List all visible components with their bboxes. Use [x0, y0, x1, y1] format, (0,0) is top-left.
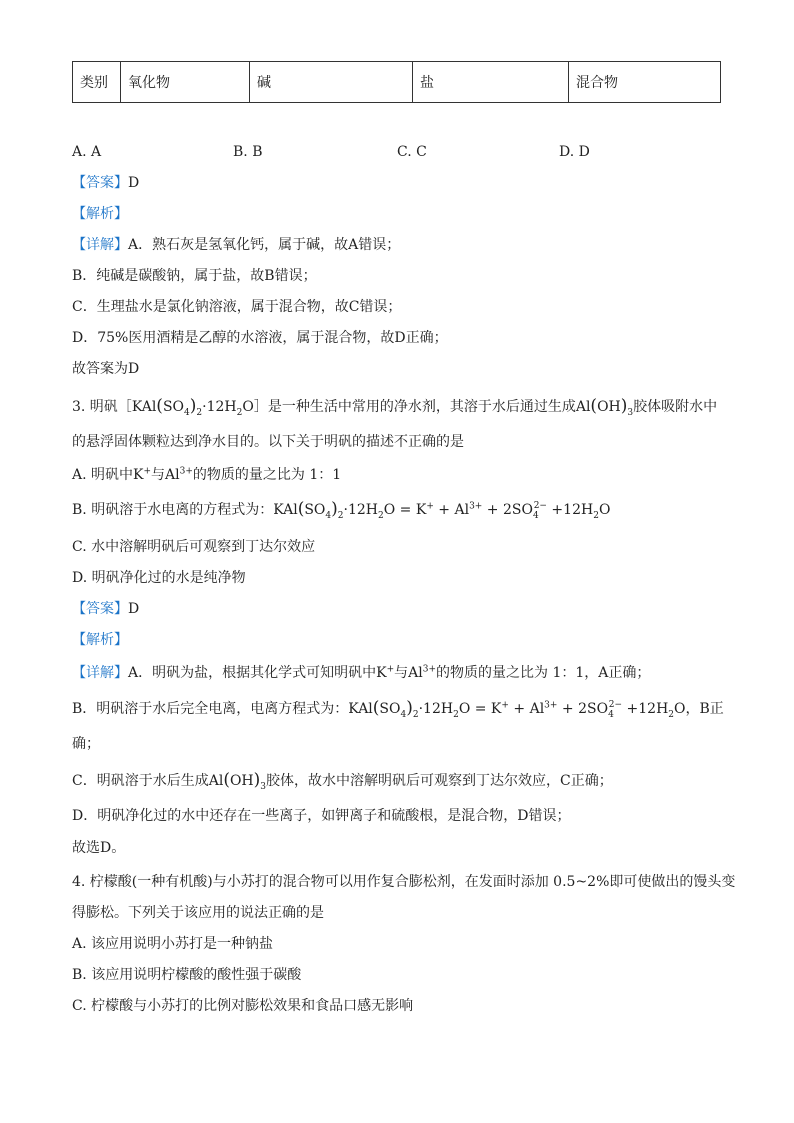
q3-option-b [72, 500, 610, 519]
q4-option-b: B. 该应用说明柠檬酸的酸性强于碳酸 [72, 967, 302, 983]
detail-text: B．明矾溶于水后完全电离，电离方程式为： [72, 701, 349, 717]
option-text: 的物质的量之比为 1：1 [192, 467, 342, 483]
q2-detail-line: C．生理盐水是氯化钠溶液，属于混合物，故C错误； [72, 299, 402, 315]
ionization-equation: $KAl(SO_4)_2\cdot 12H_2O = K^+ + Al^{3+} + 2SO_4^{2-} +12H_2O$ [348, 698, 686, 720]
detail-text: 与 [394, 665, 409, 681]
q3-answer [72, 600, 139, 618]
q2-answer [72, 174, 139, 192]
q3-detail-d: D．明矾净化过的水中还存在一些离子，如钾离子和硫酸根，是混合物，D错误； [72, 808, 571, 824]
answer-tag: 【答案】 [72, 175, 128, 191]
q3-stem-line1 [72, 397, 717, 416]
table-cell: 碱 [250, 62, 413, 103]
q2-option-c: C. C [397, 144, 427, 160]
k-ion: K+ [376, 664, 395, 681]
stem-text: 3. 明矾［ [72, 399, 132, 415]
q3-detail-b [72, 699, 724, 718]
detail-text: ，B正 [685, 701, 724, 717]
option-text: B. 明矾溶于水电离的方程式为： [72, 502, 274, 518]
q3-conclusion: 故选D。 [72, 840, 126, 856]
aloh3-formula: $Al(OH)_3$ [208, 770, 267, 792]
al-ion: $Al^{3+}$ [408, 664, 436, 681]
alum-formula: $KAl(SO_4)_2\cdot 12H_2O$ [131, 396, 254, 418]
answer-value: D [128, 601, 140, 617]
detail-tag: 【详解】 [72, 237, 128, 253]
q2-detail-line: 故答案为D [72, 361, 140, 377]
table-cell: 氧化物 [121, 62, 250, 103]
stem-text: ］是一种生活中常用的净水剂，其溶于水后通过生成 [253, 399, 576, 415]
ionization-equation: $KAl(SO_4)_2\cdot 12H_2O = K^+ + Al^{3+} + 2SO_4^{2-} +12H_2O$ [273, 499, 611, 521]
detail-text: 胶体，故水中溶解明矾后可观察到丁达尔效应，C正确； [266, 773, 613, 789]
stem-text: 胶体吸附水中 [633, 399, 718, 415]
table-cell: 混合物 [569, 62, 721, 103]
q4-option-a: A. 该应用说明小苏打是一种钠盐 [72, 936, 274, 952]
option-text: 与 [151, 467, 166, 483]
q2-detail-line [72, 236, 400, 254]
q2-option-d: D. D [559, 144, 590, 160]
q3-detail-a [72, 664, 650, 682]
q4-stem-line1: 4. 柠檬酸(一种有机酸)与小苏打的混合物可以用作复合膨松剂，在发面时添加 0.5~2%即可使做出的馒头变 [72, 874, 736, 890]
q3-detail-c [72, 771, 613, 790]
q2-analysis-tag: 【解析】 [72, 206, 128, 222]
q2-option-b: B. B [233, 144, 263, 160]
detail-text: 的物质的量之比为 1：1，A正确； [436, 665, 651, 681]
q3-option-d: D. 明矾净化过的水是纯净物 [72, 570, 246, 586]
q3-stem-line2: 的悬浮固体颗粒达到净水目的。以下关于明矾的描述不正确的是 [72, 434, 464, 450]
q3-option-a [72, 466, 341, 484]
table-cell: 类别 [73, 62, 121, 103]
detail-text: C．明矾溶于水后生成 [72, 773, 209, 789]
aloh3-formula: $Al(OH)_3$ [575, 396, 634, 418]
detail-tag: 【详解】 [72, 665, 128, 681]
category-table [72, 61, 721, 103]
q2-detail-line: D．75%医用酒精是乙醇的水溶液，属于混合物，故D正确； [72, 330, 448, 346]
option-text: A. 明矾中 [72, 467, 134, 483]
detail-text: A．熟石灰是氢氧化钙，属于碱，故A错误； [128, 237, 401, 253]
detail-text: A．明矾为盐，根据其化学式可知明矾中 [128, 665, 377, 681]
answer-tag: 【答案】 [72, 601, 128, 617]
q4-stem-line2: 得膨松。下列关于该应用的说法正确的是 [72, 905, 324, 921]
answer-value: D [128, 175, 140, 191]
al-ion: $Al^{3+}$ [165, 466, 193, 483]
table-row [73, 62, 721, 103]
k-ion: K+ [133, 466, 152, 483]
table-cell: 盐 [413, 62, 569, 103]
q2-option-a: A. A [72, 144, 102, 160]
q3-analysis-tag: 【解析】 [72, 632, 128, 648]
q3-detail-b-cont: 确； [72, 736, 100, 752]
q4-option-c: C. 柠檬酸与小苏打的比例对膨松效果和食品口感无影响 [72, 998, 414, 1014]
q3-option-c: C. 水中溶解明矾后可观察到丁达尔效应 [72, 539, 316, 555]
q2-detail-line: B．纯碱是碳酸钠，属于盐，故B错误； [72, 268, 317, 284]
